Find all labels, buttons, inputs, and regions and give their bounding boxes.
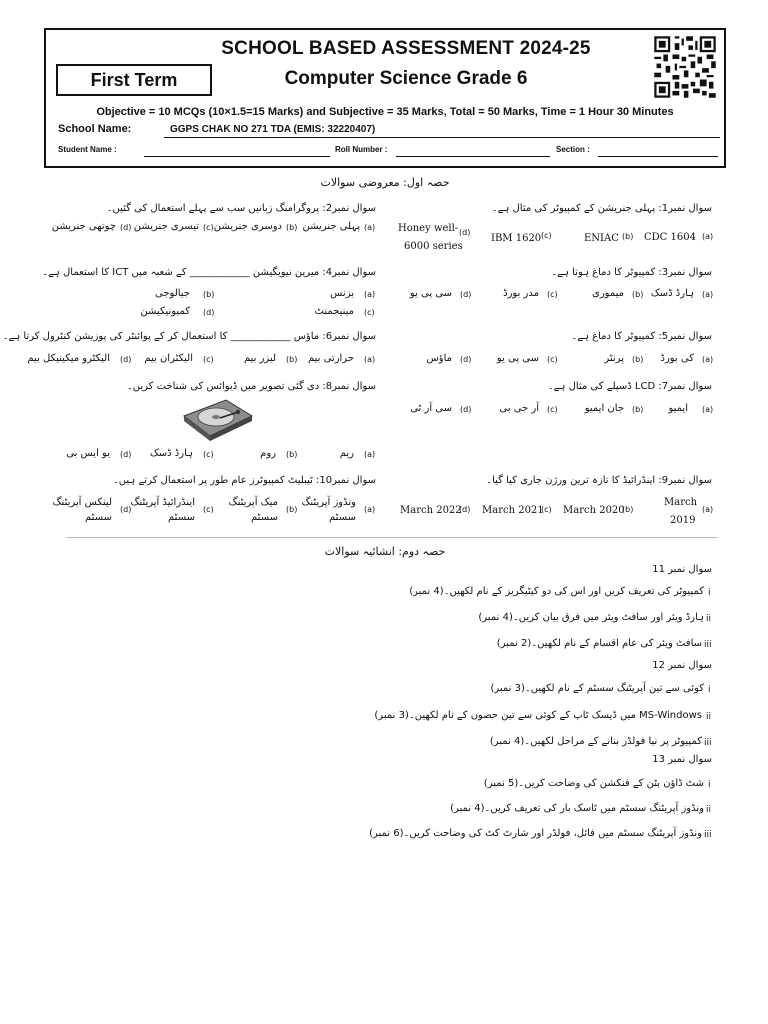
page-title: SCHOOL BASED ASSESSMENT 2024-25 xyxy=(221,38,591,59)
q4-opt-c-letter: (c) xyxy=(364,308,375,317)
q2-text: سوال نمبر2: پروگرامنگ زبانیں سب سے پہلے استعمال کی گئیں۔ xyxy=(106,203,376,214)
q8-opt-c-letter: (c) xyxy=(203,450,214,459)
q10-opt-b-line2[interactable]: سسٹم xyxy=(251,512,278,523)
q3-opt-a[interactable]: ہارڈ ڈسک xyxy=(650,288,694,299)
q13-1-num: i xyxy=(708,780,711,790)
q4-opt-a-letter: (a) xyxy=(364,290,376,299)
q11-2-num: ii xyxy=(706,614,712,624)
q10-opt-b-line1[interactable]: میک آپریٹنگ xyxy=(228,497,278,508)
q10-opt-d-line1[interactable]: لینکس آپریٹنگ xyxy=(52,497,112,508)
q5-opt-c[interactable]: سی پی یو xyxy=(496,353,539,364)
qr-code-icon xyxy=(652,34,718,100)
q6-opt-b[interactable]: لیزر بیم xyxy=(243,353,276,364)
q7-opt-d[interactable]: سی آر ٹی xyxy=(410,403,452,414)
q6-opt-a-letter: (a) xyxy=(364,355,376,364)
q10-opt-c-letter: (c) xyxy=(203,505,214,514)
q5-opt-a-letter: (a) xyxy=(702,355,714,364)
q4-opt-b[interactable]: جیالوجی xyxy=(155,288,190,299)
q13-2-num: ii xyxy=(706,805,712,815)
q8-opt-a-letter: (a) xyxy=(364,450,376,459)
school-value: GGPS CHAK NO 271 TDA (EMIS: 32220407) xyxy=(170,124,376,135)
q5-opt-c-letter: (c) xyxy=(547,355,558,364)
q3-opt-d-letter: (d) xyxy=(460,290,472,299)
q8-opt-c[interactable]: ہارڈ ڈسک xyxy=(149,448,193,459)
section-divider xyxy=(66,537,718,538)
q6-opt-c[interactable]: الیکٹران بیم xyxy=(144,353,193,364)
student-name-field[interactable] xyxy=(144,156,330,157)
q9-opt-a-letter: (a) xyxy=(702,505,714,514)
q1-opt-b-letter: (b) xyxy=(622,232,634,241)
q13-2-text: ونڈوز آپریٹنگ سسٹم میں ٹاسک بار کی تعریف کریں۔(4 نمبر) xyxy=(450,803,704,814)
q10-opt-a-line1[interactable]: ونڈوز آپریٹنگ xyxy=(301,497,356,508)
marks-line: Objective = 10 MCQs (10×1.5=15 Marks) and Subjective = 35 Marks, Total = 50 Marks, Time = 1 Hour 30 Minutes xyxy=(96,106,674,118)
q9-opt-a-line1[interactable]: March xyxy=(664,497,698,508)
q1-opt-a-letter: (a) xyxy=(702,232,714,241)
q10-opt-d-line2[interactable]: سسٹم xyxy=(85,512,112,523)
page-subtitle: Computer Science Grade 6 xyxy=(284,68,528,89)
q5-opt-a[interactable]: کی بورڈ xyxy=(660,353,694,364)
q9-text: سوال نمبر9: اینڈرائیڈ کا تازہ ترین ورژن جاری کیا گیا۔ xyxy=(486,475,712,486)
q10-opt-a-line2[interactable]: سسٹم xyxy=(329,512,356,523)
q4-opt-b-letter: (b) xyxy=(203,290,215,299)
q10-opt-b-letter: (b) xyxy=(286,505,298,514)
q12-3-text: کمپیوٹر پر نیا فولڈر بنانے کے مراحل لکھیں۔(4 نمبر) xyxy=(489,736,702,747)
section-field[interactable] xyxy=(598,156,718,157)
header-box xyxy=(44,28,726,168)
q12-2-num: ii xyxy=(706,712,712,722)
q12-1-num: i xyxy=(708,685,711,695)
q10-text: سوال نمبر10: ٹیبلیٹ کمپیوٹرز عام طور پر استعمال کرتے ہیں۔ xyxy=(112,475,376,486)
q3-text: سوال نمبر3: کمپیوٹر کا دماغ ہوتا ہے۔ xyxy=(551,267,712,278)
q1-opt-a[interactable]: CDC 1604 xyxy=(644,232,696,243)
q1-opt-c[interactable]: IBM 1620 xyxy=(491,233,542,244)
q9-opt-d[interactable]: March 2022 xyxy=(400,505,462,516)
q2-opt-b-letter: (b) xyxy=(286,223,298,232)
q2-opt-d-letter: (d) xyxy=(120,223,132,232)
q9-opt-b-letter: (b) xyxy=(622,505,634,514)
q6-opt-d-letter: (d) xyxy=(120,355,132,364)
q8-opt-b-letter: (b) xyxy=(286,450,298,459)
q8-text: سوال نمبر8: دی گئی تصویر میں ڈیوائس کی شناخت کریں۔ xyxy=(126,381,376,392)
q10-opt-a-letter: (a) xyxy=(364,505,376,514)
q7-opt-a-letter: (a) xyxy=(702,405,714,414)
q2-opt-c-letter: (c) xyxy=(203,223,214,232)
q12-3-num: iii xyxy=(704,738,712,748)
roll-number-field[interactable] xyxy=(396,156,550,157)
q3-opt-c-letter: (c) xyxy=(547,290,558,299)
school-label: School Name: xyxy=(58,123,132,135)
q4-opt-a[interactable]: بزنس xyxy=(330,288,354,299)
q5-opt-d[interactable]: ماؤس xyxy=(426,353,452,364)
q9-opt-d-letter: (d) xyxy=(459,505,471,514)
q9-opt-a-line2[interactable]: 2019 xyxy=(670,515,696,526)
roll-label: Roll Number : xyxy=(335,145,388,154)
q3-opt-b[interactable]: میموری xyxy=(592,288,624,299)
q7-opt-d-letter: (d) xyxy=(460,405,472,414)
q8-opt-d[interactable]: یو ایس بی xyxy=(66,448,110,459)
q5-opt-b[interactable]: پرنٹر xyxy=(604,353,624,364)
q12-2-text: MS-Windows میں ڈیسک ٹاپ کے کوئی سے تین حصوں کے نام لکھیں۔(3 نمبر) xyxy=(374,710,702,721)
q5-opt-d-letter: (d) xyxy=(460,355,472,364)
q8-opt-d-letter: (d) xyxy=(120,450,132,459)
q13-1-text: شٹ ڈاؤن بٹن کے فنکشن کی وضاحت کریں۔(5 نمبر) xyxy=(483,778,704,789)
q3-opt-b-letter: (b) xyxy=(632,290,644,299)
q12-label: سوال نمبر 12 xyxy=(652,660,712,671)
q1-opt-d-letter: (d) xyxy=(459,228,471,237)
q7-opt-c-letter: (c) xyxy=(547,405,558,414)
student-label: Student Name : xyxy=(58,145,117,154)
hard-disk-icon xyxy=(180,398,254,442)
q3-opt-c[interactable]: مدر بورڈ xyxy=(503,288,539,299)
q5-text: سوال نمبر5: کمپیوٹر کا دماغ ہے۔ xyxy=(571,331,712,342)
q2-opt-a-letter: (a) xyxy=(364,223,376,232)
q6-opt-c-letter: (c) xyxy=(203,355,214,364)
term-badge: First Term xyxy=(56,64,212,96)
q11-label: سوال نمبر 11 xyxy=(652,564,712,575)
q2-opt-c[interactable]: تیسری جنریشن xyxy=(133,221,199,232)
section-label: Section : xyxy=(556,145,590,154)
q12-1-text: کوئی سے تین آپریٹنگ سسٹم کے نام لکھیں۔(3 نمبر) xyxy=(490,683,704,694)
q10-opt-c-line1[interactable]: اینڈرائیڈ آپریٹنگ xyxy=(130,497,195,508)
q1-opt-c-letter: (c) xyxy=(541,231,552,240)
q3-opt-d[interactable]: سی پی یو xyxy=(409,288,452,299)
q4-text: سوال نمبر4: میرین نیویگیشن ____________ کے شعبہ میں ICT کا استعمال ہے۔ xyxy=(42,267,376,278)
q10-opt-c-line2[interactable]: سسٹم xyxy=(168,512,195,523)
q1-opt-d-line2[interactable]: 6000 series xyxy=(404,241,463,252)
q1-text: سوال نمبر1: پہلی جنریشن کے کمپیوٹر کی مثال ہے۔ xyxy=(491,203,712,214)
q11-3-num: iii xyxy=(704,640,712,650)
school-underline xyxy=(164,137,720,138)
q2-opt-d[interactable]: چوتھی جنریشن xyxy=(51,221,116,232)
q7-opt-c[interactable]: آر جی بی xyxy=(499,403,539,414)
q5-opt-b-letter: (b) xyxy=(632,355,644,364)
part2-title: حصہ دوم: انشائیہ سوالات xyxy=(324,545,446,558)
q3-opt-a-letter: (a) xyxy=(702,290,714,299)
part1-title: حصہ اول: معروضی سوالات xyxy=(320,176,450,189)
q11-2-text: ہارڈ ویئر اور سافٹ ویئر میں فرق بیان کریں۔(4 نمبر) xyxy=(478,612,704,623)
q4-opt-d[interactable]: کمیونیکیشن xyxy=(140,306,190,317)
q8-opt-b[interactable]: روم xyxy=(260,448,276,459)
q9-opt-b[interactable]: March 2020 xyxy=(563,505,625,516)
q13-3-num: iii xyxy=(704,830,712,840)
q2-opt-a[interactable]: پہلی جنریشن xyxy=(302,221,360,232)
q1-opt-d-line1[interactable]: Honey well- xyxy=(398,223,459,234)
q9-opt-c[interactable]: March 2021 xyxy=(482,505,544,516)
q13-3-text: ونڈوز آپریٹنگ سسٹم میں فائل، فولڈر اور شارٹ کٹ کی وضاحت کریں۔(6 نمبر) xyxy=(369,828,702,839)
q6-opt-a[interactable]: حرارتی بیم xyxy=(307,353,354,364)
q6-opt-b-letter: (b) xyxy=(286,355,298,364)
q4-opt-d-letter: (d) xyxy=(203,308,215,317)
q9-opt-c-letter: (c) xyxy=(541,505,552,514)
q1-opt-b[interactable]: ENIAC xyxy=(584,233,619,244)
q7-text: سوال نمبر7: LCD ڈسپلے کی مثال ہے۔ xyxy=(547,381,712,392)
q4-opt-c[interactable]: مینیجمنٹ xyxy=(314,306,354,317)
q10-opt-d-letter: (d) xyxy=(120,505,132,514)
q7-opt-b-letter: (b) xyxy=(632,405,644,414)
q11-3-text: سافٹ ویئر کی عام اقسام کے نام لکھیں۔(2 نمبر) xyxy=(496,638,702,649)
q13-label: سوال نمبر 13 xyxy=(652,754,712,765)
q2-opt-b[interactable]: دوسری جنریشن xyxy=(213,221,282,232)
q7-opt-a[interactable]: ایمیو xyxy=(668,403,688,414)
q6-text: سوال نمبر6: ماؤس ____________ کا استعمال کر کے پوائنٹر کی پوزیشن کنٹرول کرتا ہے۔ xyxy=(2,331,376,342)
q11-1-num: i xyxy=(708,588,711,598)
q6-opt-d[interactable]: الیکٹرو میکینیکل بیم xyxy=(27,353,110,364)
q11-1-text: کمپیوٹر کی تعریف کریں اور اس کی دو کیٹیگریز کے نام لکھیں۔(4 نمبر) xyxy=(409,586,704,597)
q7-opt-b[interactable]: جان ایمیو xyxy=(584,403,624,414)
q8-opt-a[interactable]: ریم xyxy=(339,448,354,459)
